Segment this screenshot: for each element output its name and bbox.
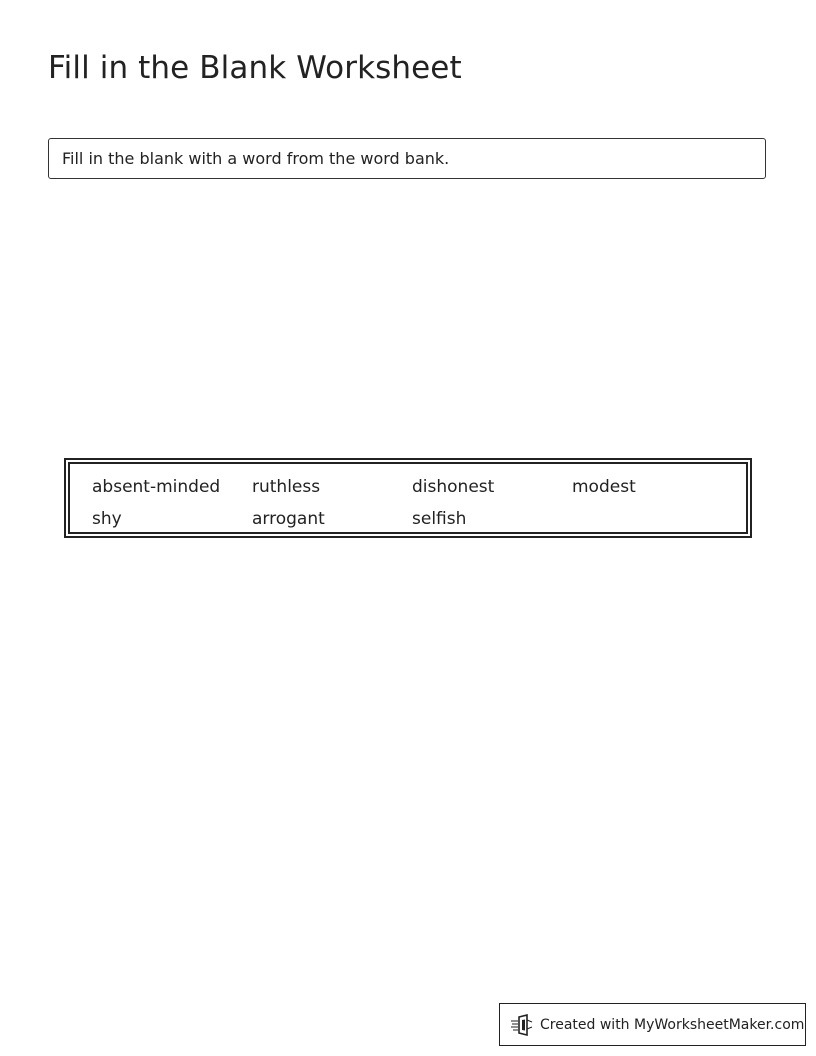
worksheet-maker-logo-icon: [510, 1014, 534, 1036]
instructions-box: [48, 138, 766, 179]
word-bank-item: ruthless: [252, 477, 321, 497]
word-bank: [64, 458, 752, 538]
word-bank-item: selfish: [412, 509, 467, 529]
word-bank-grid: [92, 474, 732, 538]
word-bank-inner-border: [68, 462, 748, 534]
word-bank-item: shy: [92, 509, 122, 529]
footer-credit-badge[interactable]: [499, 1003, 806, 1046]
footer-credit-text: Created with MyWorksheetMaker.com: [540, 1016, 805, 1033]
instructions-text: Fill in the blank with a word from the word bank.: [62, 149, 450, 168]
word-bank-item: absent-minded: [92, 477, 221, 497]
word-bank-item: dishonest: [412, 477, 495, 497]
word-bank-item: arrogant: [252, 509, 325, 529]
page-title: Fill in the Blank Worksheet: [48, 50, 462, 86]
word-bank-item: modest: [572, 477, 636, 497]
